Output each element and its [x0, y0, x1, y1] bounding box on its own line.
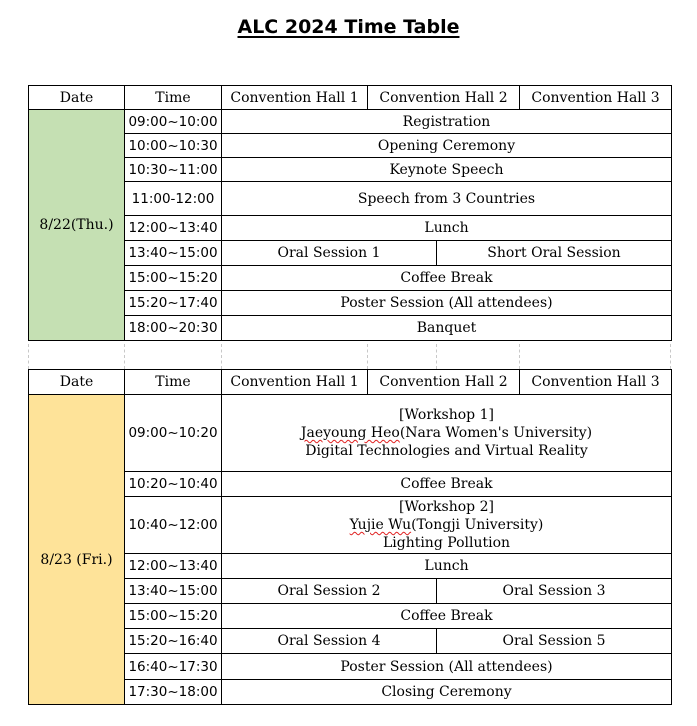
table-row: [29, 680, 672, 705]
speaker-name: Jaeyoung Heo: [300, 425, 400, 441]
time-cell: 15:00~15:20: [125, 604, 222, 629]
header-hall-3: Convention Hall 3: [520, 86, 672, 110]
workshop-cell: [222, 497, 672, 554]
speaker-affiliation: (Nara Women's University): [399, 425, 593, 441]
event-cell: Poster Session (All attendees): [222, 291, 672, 316]
page-title: ALC 2024 Time Table: [237, 16, 460, 38]
workshop-topic: Lighting Pollution: [382, 535, 511, 551]
table-row: [29, 241, 672, 266]
table-row: [29, 216, 672, 241]
time-cell: 15:20~17:40: [125, 291, 222, 316]
workshop-title: [Workshop 1]: [399, 407, 494, 423]
event-cell-left: Oral Session 2: [222, 579, 437, 604]
header-row: [29, 370, 672, 395]
time-cell: 18:00~20:30: [125, 316, 222, 341]
event-cell-left: Oral Session 1: [222, 241, 437, 266]
workshop-topic: Digital Technologies and Virtual Reality: [305, 443, 588, 459]
time-cell: 17:30~18:00: [125, 680, 222, 705]
header-time: Time: [125, 370, 222, 395]
time-cell: 15:00~15:20: [125, 266, 222, 291]
table-row: [29, 472, 672, 497]
time-cell: 16:40~17:30: [125, 654, 222, 680]
table-row: [29, 654, 672, 680]
workshop-speaker: [222, 516, 671, 534]
event-cell-right: Short Oral Session: [437, 241, 672, 266]
time-cell: 12:00~13:40: [125, 554, 222, 579]
table-row: [29, 604, 672, 629]
header-hall-1: Convention Hall 1: [222, 370, 368, 395]
header-date: Date: [29, 86, 125, 110]
time-cell: 11:00-12:00: [125, 182, 222, 216]
header-date: Date: [29, 370, 125, 395]
header-time: Time: [125, 86, 222, 110]
header-hall-1: Convention Hall 1: [222, 86, 368, 110]
timetable-day1: [28, 85, 672, 341]
time-cell: 12:00~13:40: [125, 216, 222, 241]
table-row: [29, 579, 672, 604]
event-cell-right: Oral Session 3: [437, 579, 672, 604]
header-hall-2: Convention Hall 2: [368, 86, 520, 110]
event-cell: Opening Ceremony: [222, 134, 672, 158]
time-cell: 10:00~10:30: [125, 134, 222, 158]
time-cell: 10:30~11:00: [125, 158, 222, 182]
event-cell: Speech from 3 Countries: [222, 182, 672, 216]
table-row: [29, 291, 672, 316]
table-row: [29, 554, 672, 579]
timetable-day2: [28, 369, 672, 705]
time-cell: 13:40~15:00: [125, 579, 222, 604]
header-hall-3: Convention Hall 3: [520, 370, 672, 395]
table-row: [29, 629, 672, 654]
table-row: [29, 182, 672, 216]
time-cell: 10:40~12:00: [125, 497, 222, 554]
header-row: [29, 86, 672, 110]
event-cell: Lunch: [222, 216, 672, 241]
speaker-affiliation: (Tongji University): [411, 517, 544, 533]
event-cell: Coffee Break: [222, 472, 672, 497]
time-cell: 10:20~10:40: [125, 472, 222, 497]
time-cell: 09:00~10:20: [125, 395, 222, 472]
event-cell: Banquet: [222, 316, 672, 341]
gridline-gap: [28, 344, 671, 369]
event-cell: Coffee Break: [222, 266, 672, 291]
event-cell: Closing Ceremony: [222, 680, 672, 705]
header-hall-2: Convention Hall 2: [368, 370, 520, 395]
workshop-cell: [222, 395, 672, 472]
event-cell: Keynote Speech: [222, 158, 672, 182]
time-cell: 09:00~10:00: [125, 110, 222, 134]
table-row: [29, 110, 672, 134]
table-row: [29, 158, 672, 182]
event-cell: Registration: [222, 110, 672, 134]
speaker-name: Yujie Wu: [349, 517, 412, 533]
table-row: [29, 134, 672, 158]
date-cell: 8/22(Thu.): [29, 110, 125, 341]
table-row: [29, 316, 672, 341]
event-cell-right: Oral Session 5: [437, 629, 672, 654]
table-row: [29, 395, 672, 472]
time-cell: 13:40~15:00: [125, 241, 222, 266]
time-cell: 15:20~16:40: [125, 629, 222, 654]
event-cell: Poster Session (All attendees): [222, 654, 672, 680]
event-cell: Coffee Break: [222, 604, 672, 629]
table-row: [29, 497, 672, 554]
table-row: [29, 266, 672, 291]
event-cell: Lunch: [222, 554, 672, 579]
workshop-speaker: [222, 424, 671, 442]
workshop-title: [Workshop 2]: [399, 499, 494, 515]
date-cell: 8/23 (Fri.): [29, 395, 125, 705]
event-cell-left: Oral Session 4: [222, 629, 437, 654]
